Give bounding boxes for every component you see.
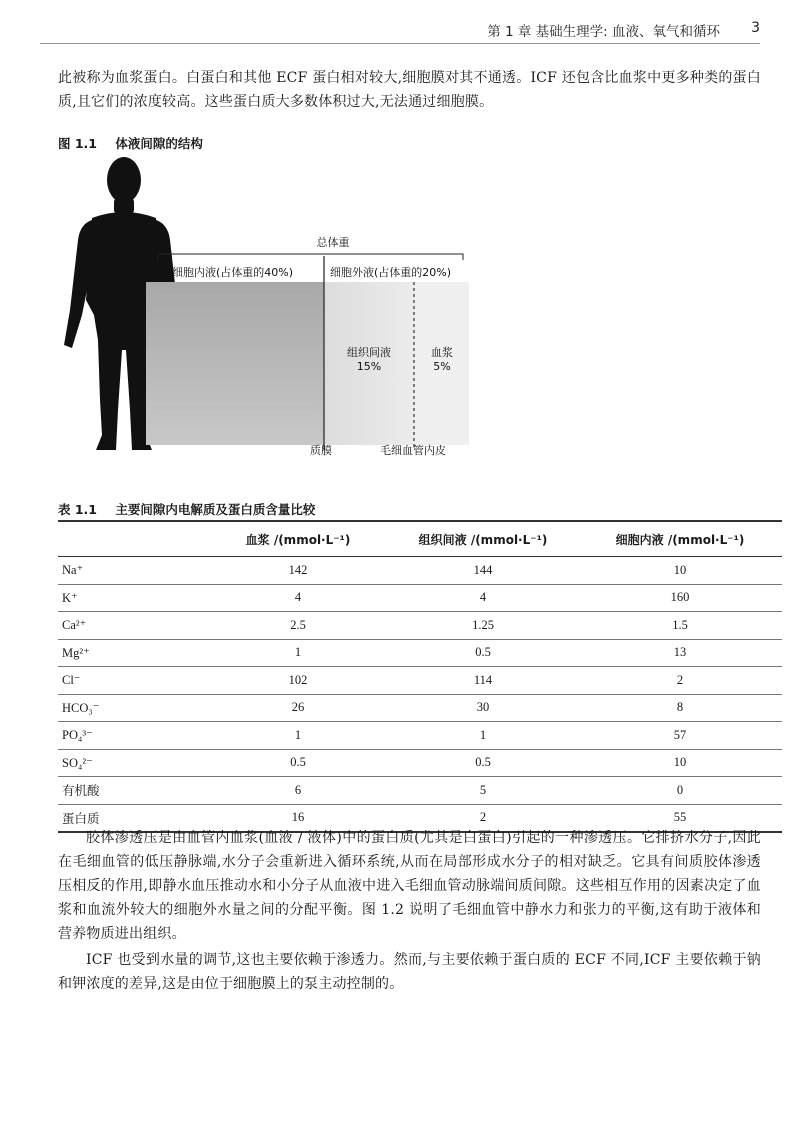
cell: 16	[208, 804, 388, 832]
figure-number: 图 1.1	[58, 136, 97, 151]
cell: 2	[388, 804, 578, 832]
cell: 4	[388, 584, 578, 612]
table-row	[58, 557, 782, 585]
row-label: PO₄³⁻	[58, 722, 208, 750]
figure-title: 体液间隙的结构	[115, 136, 203, 151]
table-row	[58, 722, 782, 750]
table-header-row	[58, 521, 782, 557]
table-row	[58, 667, 782, 695]
interstitial-percent: 15%	[356, 360, 382, 373]
interstitial-label: 组织间液	[347, 346, 391, 359]
cell: 26	[208, 694, 388, 722]
cell: 6	[208, 777, 388, 805]
cell: 0.5	[388, 749, 578, 777]
row-label: Ca²⁺	[58, 612, 208, 640]
plasma-percent: 5%	[433, 360, 451, 373]
intro-paragraph: 此被称为血浆蛋白。白蛋白和其他 ECF 蛋白相对较大,细胞膜对其不通透。ICF 还包含比血浆中更多种类的蛋白质,且它们的浓度较高。这些蛋白质大多数体积过大,无法通过细胞膜。	[58, 70, 761, 110]
cell: 13	[578, 639, 782, 667]
body-fluid-figure	[58, 150, 478, 470]
electrolyte-table	[58, 520, 782, 833]
cell: 30	[388, 694, 578, 722]
cell: 2	[578, 667, 782, 695]
cell: 102	[208, 667, 388, 695]
capillary-endothelium-label: 毛细血管内皮	[380, 444, 446, 457]
header-interstitial: 组织间液 /(mmol·L⁻¹)	[388, 521, 578, 557]
cell: 160	[578, 584, 782, 612]
cell: 2.5	[208, 612, 388, 640]
cell: 8	[578, 694, 782, 722]
header-blank	[58, 521, 208, 557]
row-label: Mg²⁺	[58, 639, 208, 667]
table-row	[58, 612, 782, 640]
cell: 10	[578, 749, 782, 777]
icf-label: 细胞内液(占体重的40%)	[172, 266, 294, 279]
body-paragraph-1: 胶体渗透压是由血管内血浆(血液 / 液体)中的蛋白质(尤其是白蛋白)引起的一种渗透压。它排挤水分子,因此在毛细血管的低压静脉端,水分子会重新进入循环系统,从而在局部形成水分子的相对缺乏。它具有间质胶体渗透压相反的作用,即静水血压推动水和小分子从血液中进入毛细血管动脉端间质间隙。这些相互作用的因素决定了血浆和血流外较大的细胞外水量之间的分配平衡。图 1.2 说明了毛细血管中静水力和张力的平衡,这有助于液体和营养物质进出组织。	[58, 830, 761, 942]
row-label: K⁺	[58, 584, 208, 612]
cell: 114	[388, 667, 578, 695]
cell: 1.5	[578, 612, 782, 640]
row-label: 有机酸	[58, 777, 208, 805]
body-paragraph-2: ICF 也受到水量的调节,这也主要依赖于渗透力。然而,与主要依赖于蛋白质的 ECF 不同,ICF 主要依赖于钠和钾浓度的差异,这是由位于细胞膜上的泵主动控制的。	[58, 952, 761, 992]
cell: 57	[578, 722, 782, 750]
cell: 0	[578, 777, 782, 805]
plasma-membrane-label: 质膜	[310, 444, 332, 457]
cell: 5	[388, 777, 578, 805]
cell: 142	[208, 557, 388, 585]
plasma-label: 血浆	[431, 346, 453, 359]
header-plasma: 血浆 /(mmol·L⁻¹)	[208, 521, 388, 557]
cell: 1	[388, 722, 578, 750]
cell: 0.5	[388, 639, 578, 667]
table-row	[58, 749, 782, 777]
row-label: HCO₃⁻	[58, 694, 208, 722]
running-header	[460, 20, 760, 42]
cell: 55	[578, 804, 782, 832]
page-number: 3	[751, 20, 760, 36]
cell: 0.5	[208, 749, 388, 777]
row-label: SO₄²⁻	[58, 749, 208, 777]
row-label: 蛋白质	[58, 804, 208, 832]
table-row	[58, 584, 782, 612]
table-row	[58, 694, 782, 722]
cell: 10	[578, 557, 782, 585]
total-body-weight-label: 总体重	[316, 236, 350, 249]
figure-graphic	[58, 150, 478, 470]
table-caption	[58, 500, 315, 518]
chapter-title: 第 1 章 基础生理学: 血液、氧气和循环	[487, 24, 720, 40]
header-icf: 细胞内液 /(mmol·L⁻¹)	[578, 521, 782, 557]
header-rule	[40, 43, 760, 44]
table-number: 表 1.1	[58, 502, 97, 517]
cell: 1	[208, 639, 388, 667]
cell: 144	[388, 557, 578, 585]
row-label: Cl⁻	[58, 667, 208, 695]
table-row	[58, 639, 782, 667]
icf-block	[146, 282, 324, 445]
row-label: Na⁺	[58, 557, 208, 585]
ecf-label: 细胞外液(占体重的20%)	[330, 266, 452, 279]
cell: 1.25	[388, 612, 578, 640]
table-title: 主要间隙内电解质及蛋白质含量比较	[115, 502, 316, 517]
table-row	[58, 777, 782, 805]
cell: 1	[208, 722, 388, 750]
cell: 4	[208, 584, 388, 612]
